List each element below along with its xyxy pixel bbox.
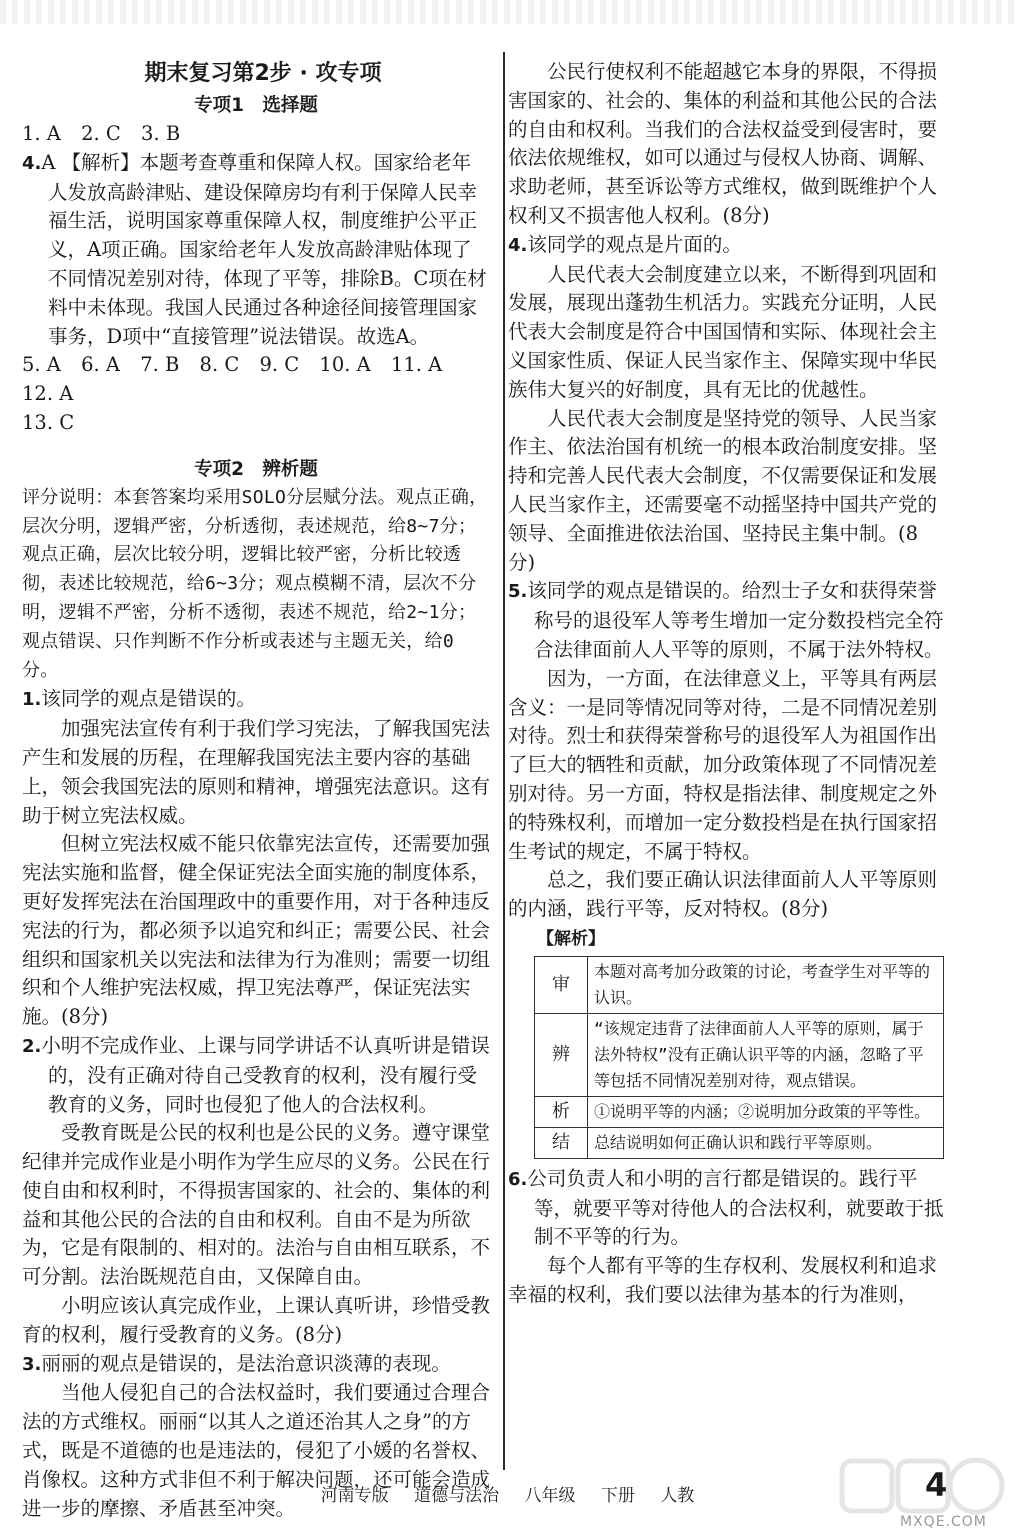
q5-number: 5. <box>508 581 528 603</box>
q3-paragraph-2: 公民行使权利不能超越它本身的界限，不得损害国家的、社会的、集体的利益和其他公民的合法的自由和权利。当我们的合法权益受到侵害时，要依法依规维权，如可以通过与侵权人协商、调解、求助老师，甚至诉讼等方式维权，做到既维护个人权利又不损害他人权利。(8分) <box>508 60 938 227</box>
table-text-cell: 总结说明如何正确认识和践行平等原则。 <box>588 1127 944 1158</box>
q6-paragraph-1: 每个人都有平等的生存权利、发展权利和追求幸福的权利，我们要以法律为基本的行为准则， <box>508 1254 938 1306</box>
answer-6: 6. A <box>81 353 120 377</box>
answer-13: 13. C <box>22 410 75 434</box>
page-title: 期末复习第2步 · 攻专项 <box>144 61 382 86</box>
footer-grade: 八年级 <box>524 1486 576 1506</box>
analysis-table <box>534 956 944 1159</box>
section-title-analysis: 专项2 辨析题 <box>194 458 318 480</box>
q5-paragraph-2: 总之，我们要正确认识法律面前人人平等原则的内涵，践行平等，反对特权。(8分) <box>508 868 938 921</box>
analysis-tag: 【解析】 <box>537 928 605 949</box>
q2-paragraph-2: 小明应该认真完成作业，上课认真听讲，珍惜受教育的权利，履行受教育的义务。(8分) <box>22 1294 491 1346</box>
table-row <box>535 1096 944 1127</box>
footer-edition: 河南专版 <box>320 1486 389 1506</box>
answer-1: 1. A <box>22 122 61 145</box>
q4-lead <box>508 231 945 261</box>
answer-row-2 <box>22 351 490 409</box>
q6-lead-text: 公司负责人和小明的言行都是错误的。践行平等，就要平等对待他人的合法权利，就要敢于抵制不平等的行为。 <box>527 1166 944 1249</box>
answer-4-number: 4. <box>22 152 42 174</box>
answer-7: 7. B <box>140 353 180 377</box>
q5-analysis-label <box>508 924 945 954</box>
q1-lead <box>22 685 490 715</box>
table-text-cell: ①说明平等的内涵；②说明加分政策的平等性。 <box>588 1096 944 1127</box>
answer-row-1 <box>22 120 490 149</box>
table-text-cell: 本题对高考加分政策的讨论，考查学生对平等的认识。 <box>588 956 944 1013</box>
q1-lead-text: 该同学的观点是错误的。 <box>41 687 256 711</box>
table-text-cell: “该规定违背了法律面前人人平等的原则，属于法外特权”没有正确认识平等的内涵，忽略了平等包括不同情况差别对待，观点错误。 <box>588 1013 944 1096</box>
column-divider <box>503 52 505 1470</box>
q2-lead-text: 小明不完成作业、上课与同学讲话不认真听讲是错误的，没有正确对待自己受教育的权利，没有履行受教育的义务，同时也侵犯了他人的合法权利。 <box>41 1033 490 1116</box>
answer-10: 10. A <box>319 353 371 377</box>
q3-lead-text: 丽丽的观点是错误的，是法治意识淡薄的表现。 <box>41 1351 451 1375</box>
q2-lead <box>22 1032 490 1119</box>
scoring-note: 评分说明：本套答案均采用SOLO分层赋分法。观点正确，层次分明，逻辑严密，分析透彻，表述规范，给8~7分；观点正确，层次比较分明，逻辑比较严密，分析比较透彻，表述比较规范，给6~3分；观点模糊不清，层次不分明，逻辑不严密，分析不透彻，表述不规范，给2~1分；观点错误、只作判断不作分析或表述与主题无关，给0分。 <box>22 486 488 681</box>
q5-paragraph-1: 因为，一方面，在法律意义上，平等具有两层含义：一是同等情况同等对待，二是不同情况差别对待。烈士和获得荣誉称号的退役军人为祖国作出了巨大的牺牲和贡献，加分政策体现了不同情况差别对待。另一方面，特权是指法律、制度规定之外的特殊权利，而增加一定分数投档是在执行国家招生考试的规定，不属于特权。 <box>508 666 938 863</box>
answer-4-text: A 【解析】本题考查尊重和保障人权。国家给老年人发放高龄津贴、建设保障房均有利于保障人民幸福生活，说明国家尊重保障人权，制度维护公平正义，A项正确。国家给老年人发放高龄津贴体现了不同情况差别对待，体现了平等，排除B。C项在材料中未体现。我国人民通过各种途径间接管理国家事务，D项中“直接管理”说法错误。故选A。 <box>41 150 487 348</box>
q5-lead-text: 该同学的观点是错误的。给烈士子女和获得荣誉称号的退役军人等考生增加一定分数投档完全符合法律面前人人平等的原则，不属于法外特权。 <box>527 579 944 661</box>
q4-paragraph-2: 人民代表大会制度是坚持党的领导、人民当家作主、依法治国有机统一的根本政治制度安排。坚持和完善人民代表大会制度，不仅需要保证和发展人民当家作主，还需要毫不动摇坚持中国共产党的领导、全面推进依法治国、坚持民主集中制。(8分) <box>508 406 938 574</box>
section-title-choice: 专项1 选择题 <box>194 95 318 116</box>
answer-12: 12. A <box>22 382 74 406</box>
footer-subject: 道德与法治 <box>414 1486 500 1506</box>
q2-number: 2. <box>22 1035 42 1057</box>
answer-4 <box>22 149 490 352</box>
watermark-text: MXQE.COM <box>900 1514 987 1530</box>
q3-paragraph-1: 当他人侵犯自己的合法权益时，我们要通过合理合法的方式维权。丽丽“以其人之道还治其人之身”的方式，既是不道德的也是违法的，侵犯了小媛的名誉权、肖像权。这种方式非但不利于解决问题，还可能会造成进一步的摩擦、矛盾甚至冲突。 <box>22 1381 491 1520</box>
q4-number: 4. <box>508 234 528 256</box>
table-row <box>535 1127 944 1158</box>
page-number: 4 <box>925 1466 948 1504</box>
footer-volume: 下册 <box>600 1486 635 1506</box>
footer-publisher: 人教 <box>660 1486 695 1506</box>
answer-8: 8. C <box>199 353 240 377</box>
answer-5: 5. A <box>22 353 61 377</box>
answer-11: 11. A <box>390 353 443 377</box>
q4-lead-text: 该同学的观点是片面的。 <box>527 232 742 256</box>
table-key-cell: 辨 <box>535 1013 588 1096</box>
q6-number: 6. <box>508 1168 528 1190</box>
q1-paragraph-2: 但树立宪法权威不能只依靠宪法宣传，还需要加强宪法实施和监督，健全保证宪法全面实施的制度体系，更好发挥宪法在治国理政中的重要作用，对于各种违反宪法的行为，都必须予以追究和纠正；需要公民、社会组织和国家机关以宪法和法律为行为准则；需要一切组织和个人维护宪法权威，捍卫宪法尊严，保证宪法实施。(8分) <box>22 832 491 1029</box>
q6-lead <box>508 1165 945 1252</box>
table-row <box>535 1013 944 1096</box>
right-column <box>508 58 945 1310</box>
answer-3: 3. B <box>141 122 181 145</box>
q4-paragraph-1: 人民代表大会制度建立以来，不断得到巩固和发展，展现出蓬勃生机活力。实践充分证明，人民代表大会制度是符合中国国情和实际、体现社会主义国家性质、保证人民当家作主、保障实现中华民族伟大复兴的好制度，具有无比的优越性。 <box>508 262 938 401</box>
answer-9: 9. C <box>259 353 300 377</box>
q1-paragraph-1: 加强宪法宣传有利于我们学习宪法，了解我国宪法产生和发展的历程，在理解我国宪法主要内容的基础上，领会我国宪法的原则和精神，增强宪法意识。这有助于树立宪法权威。 <box>22 717 491 827</box>
answer-2: 2. C <box>81 122 121 145</box>
q3-lead <box>22 1350 490 1380</box>
page-top-border <box>0 0 1015 24</box>
table-key-cell: 析 <box>535 1096 588 1127</box>
q5-lead <box>508 577 945 664</box>
q1-number: 1. <box>22 689 42 711</box>
table-row <box>535 956 944 1013</box>
table-key-cell: 审 <box>535 956 588 1013</box>
q2-paragraph-1: 受教育既是公民的权利也是公民的义务。遵守课堂纪律并完成作业是小明作为学生应尽的义务。公民在行使自由和权利时，不得损害国家的、社会的、集体的利益和其他公民的合法的自由和权利。自由不是为所欲为，它是有限制的、相对的。法治与自由相互联系，不可分割。法治既规范自由，又保障自由。 <box>22 1121 491 1289</box>
q3-number: 3. <box>22 1353 42 1375</box>
table-key-cell: 结 <box>535 1127 588 1158</box>
